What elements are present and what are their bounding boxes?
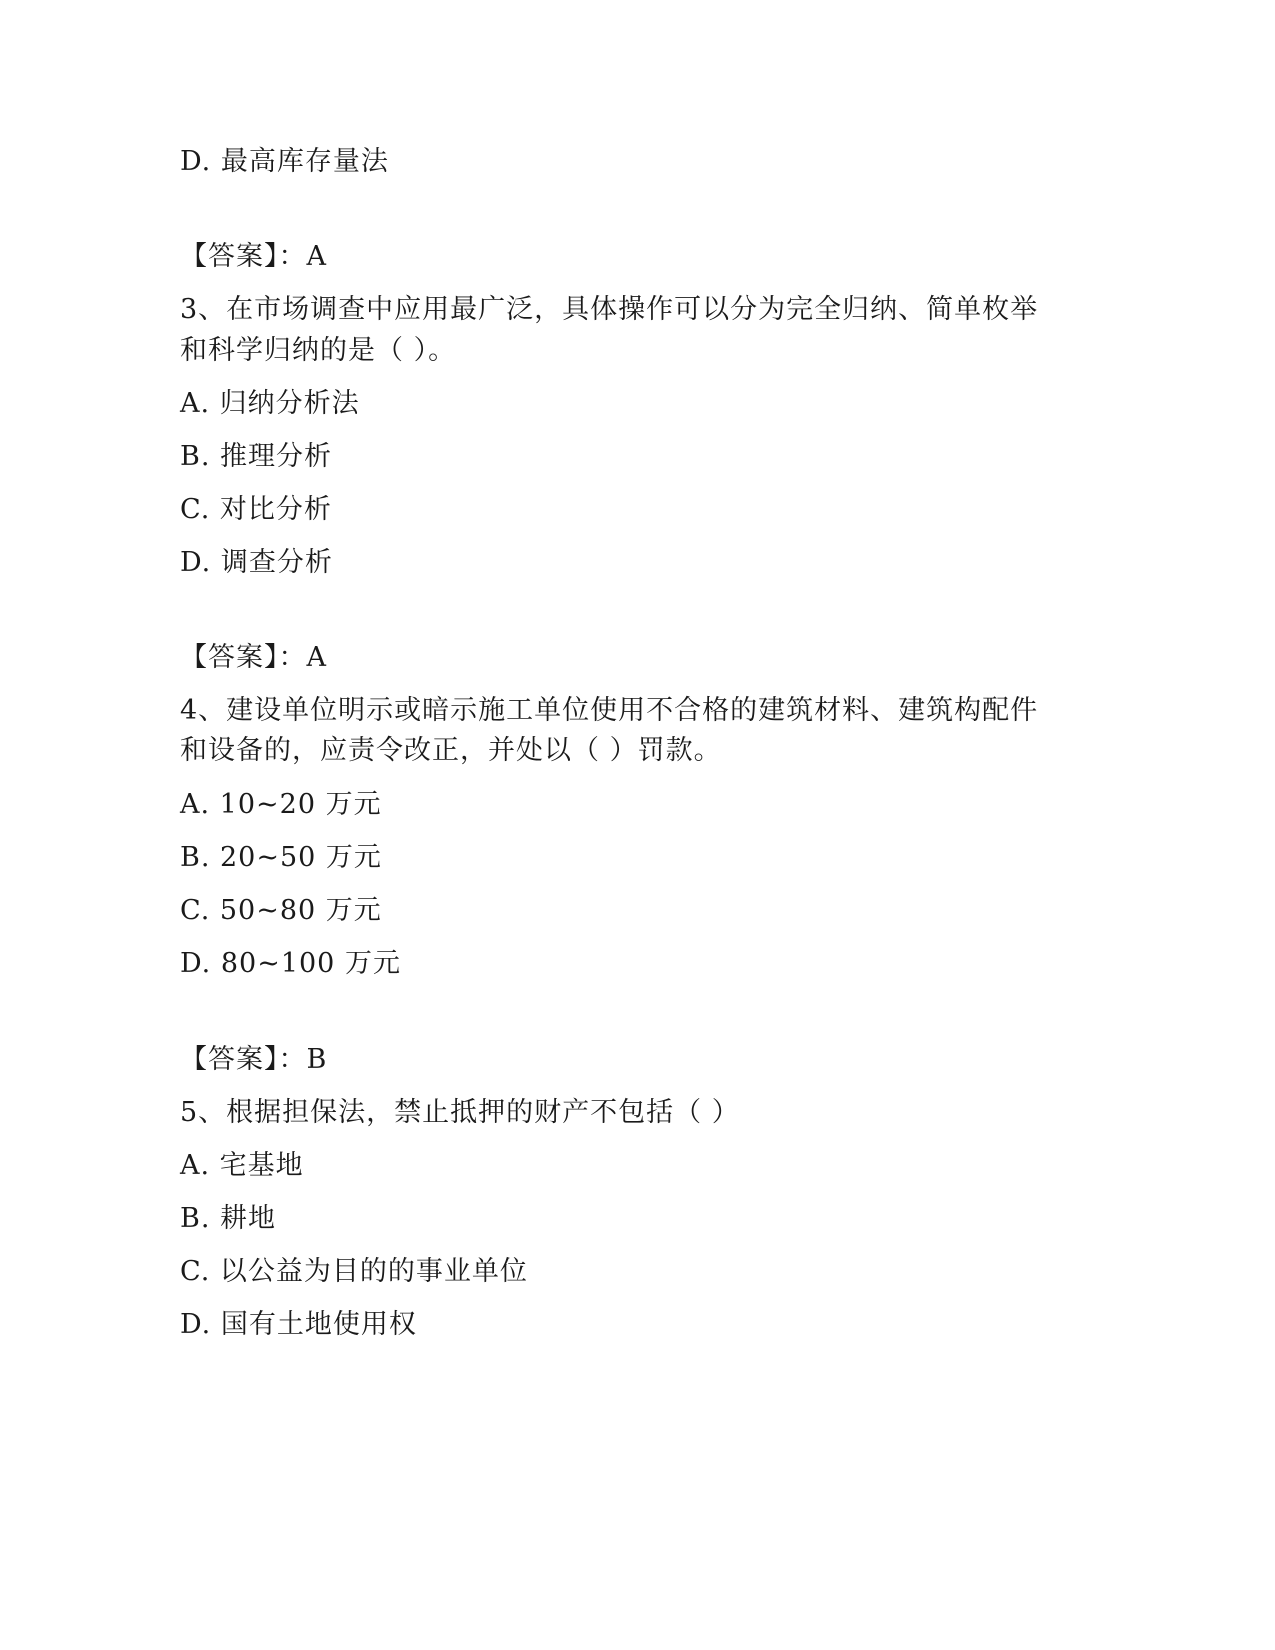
q4-option-c: C. 50~80 万元 bbox=[180, 895, 382, 926]
prev-answer: 【答案】：A bbox=[180, 241, 327, 272]
q5-option-d: D. 国有土地使用权 bbox=[180, 1309, 417, 1340]
q4-text-line2: 和设备的，应责令改正，并处以（ ）罚款。 bbox=[180, 735, 722, 766]
q4-option-b: B. 20~50 万元 bbox=[180, 842, 382, 873]
q5-text-line1: 5、根据担保法，禁止抵押的财产不包括（ ） bbox=[180, 1097, 740, 1128]
q3-option-a: A. 归纳分析法 bbox=[180, 388, 360, 419]
q5-option-c: C. 以公益为目的的事业单位 bbox=[180, 1256, 528, 1287]
q3-text-line2: 和科学归纳的是（ ）。 bbox=[180, 335, 457, 366]
q5-option-b: B. 耕地 bbox=[180, 1203, 277, 1234]
q3-answer: 【答案】：A bbox=[180, 642, 327, 673]
q3-option-c: C. 对比分析 bbox=[180, 494, 332, 525]
q4-text-line1: 4、建设单位明示或暗示施工单位使用不合格的建筑材料、建筑构配件 bbox=[180, 695, 1039, 726]
q4-option-d: D. 80~100 万元 bbox=[180, 948, 401, 979]
q5-option-a: A. 宅基地 bbox=[180, 1150, 304, 1181]
q3-text-line1: 3、在市场调查中应用最广泛，具体操作可以分为完全归纳、简单枚举 bbox=[180, 294, 1039, 325]
q4-answer: 【答案】：B bbox=[180, 1044, 328, 1075]
q3-option-b: B. 推理分析 bbox=[180, 441, 333, 472]
q4-option-a: A. 10~20 万元 bbox=[180, 789, 382, 820]
q3-option-d: D. 调查分析 bbox=[180, 547, 333, 578]
prev-option-d: D. 最高库存量法 bbox=[180, 146, 389, 177]
